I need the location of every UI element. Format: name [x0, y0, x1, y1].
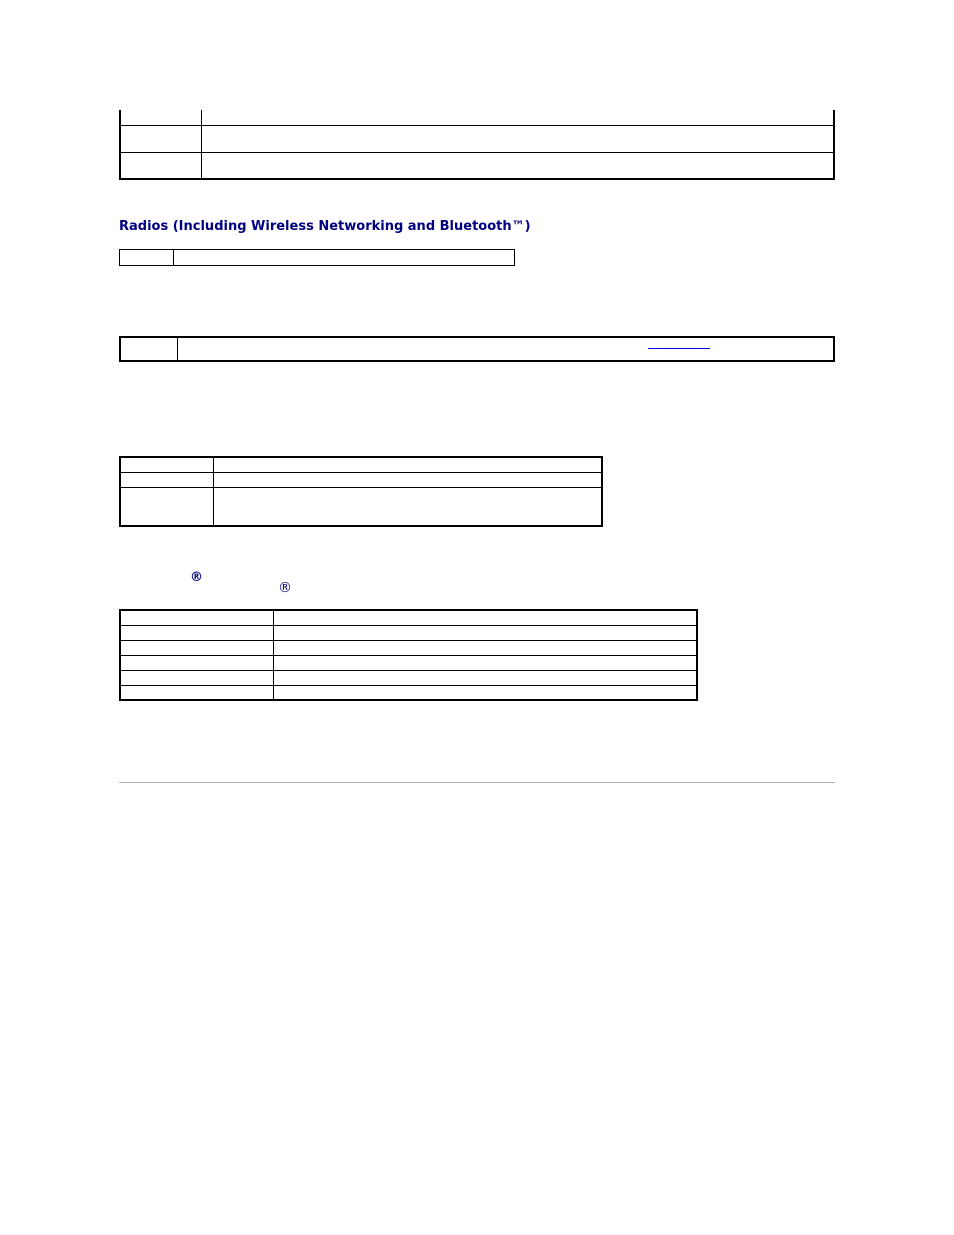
- table-cell: [120, 250, 174, 266]
- spec-table-continued: [119, 110, 835, 180]
- table-cell: [120, 670, 274, 685]
- table-cell: [120, 685, 274, 700]
- table-cell: [120, 610, 274, 625]
- table-cell: [120, 625, 274, 640]
- table-cell: [202, 125, 835, 152]
- table-cell: [120, 640, 274, 655]
- spec-table-six-rows: [119, 609, 698, 701]
- table-cell: [120, 110, 202, 125]
- radios-note-table: [119, 336, 835, 362]
- radios-table: [119, 249, 515, 266]
- table-cell: [202, 152, 835, 179]
- table-cell: [214, 487, 603, 526]
- table-cell: [274, 655, 698, 670]
- table-cell: [120, 457, 214, 472]
- table-cell: [274, 670, 698, 685]
- table-cell: [120, 472, 214, 487]
- table-cell: [174, 250, 515, 266]
- registered-mark: ®: [278, 580, 292, 596]
- table-cell: [274, 685, 698, 700]
- table-cell: [120, 655, 274, 670]
- table-cell: [274, 640, 698, 655]
- table-cell: [274, 610, 698, 625]
- horizontal-rule: [119, 782, 835, 783]
- table-cell: [120, 337, 178, 361]
- table-cell: [178, 337, 835, 361]
- table-cell: [214, 472, 603, 487]
- table-cell: [120, 125, 202, 152]
- hyperlink-underline[interactable]: [648, 348, 710, 349]
- section-heading-radios: Radios (Including Wireless Networking and Bluetooth™): [119, 219, 531, 234]
- table-cell: [214, 457, 603, 472]
- table-cell: [120, 487, 214, 526]
- table-cell: [120, 152, 202, 179]
- table-cell: [274, 625, 698, 640]
- registered-mark: ®: [190, 570, 203, 585]
- spec-table-three-rows: [119, 456, 603, 527]
- table-cell: [202, 110, 835, 125]
